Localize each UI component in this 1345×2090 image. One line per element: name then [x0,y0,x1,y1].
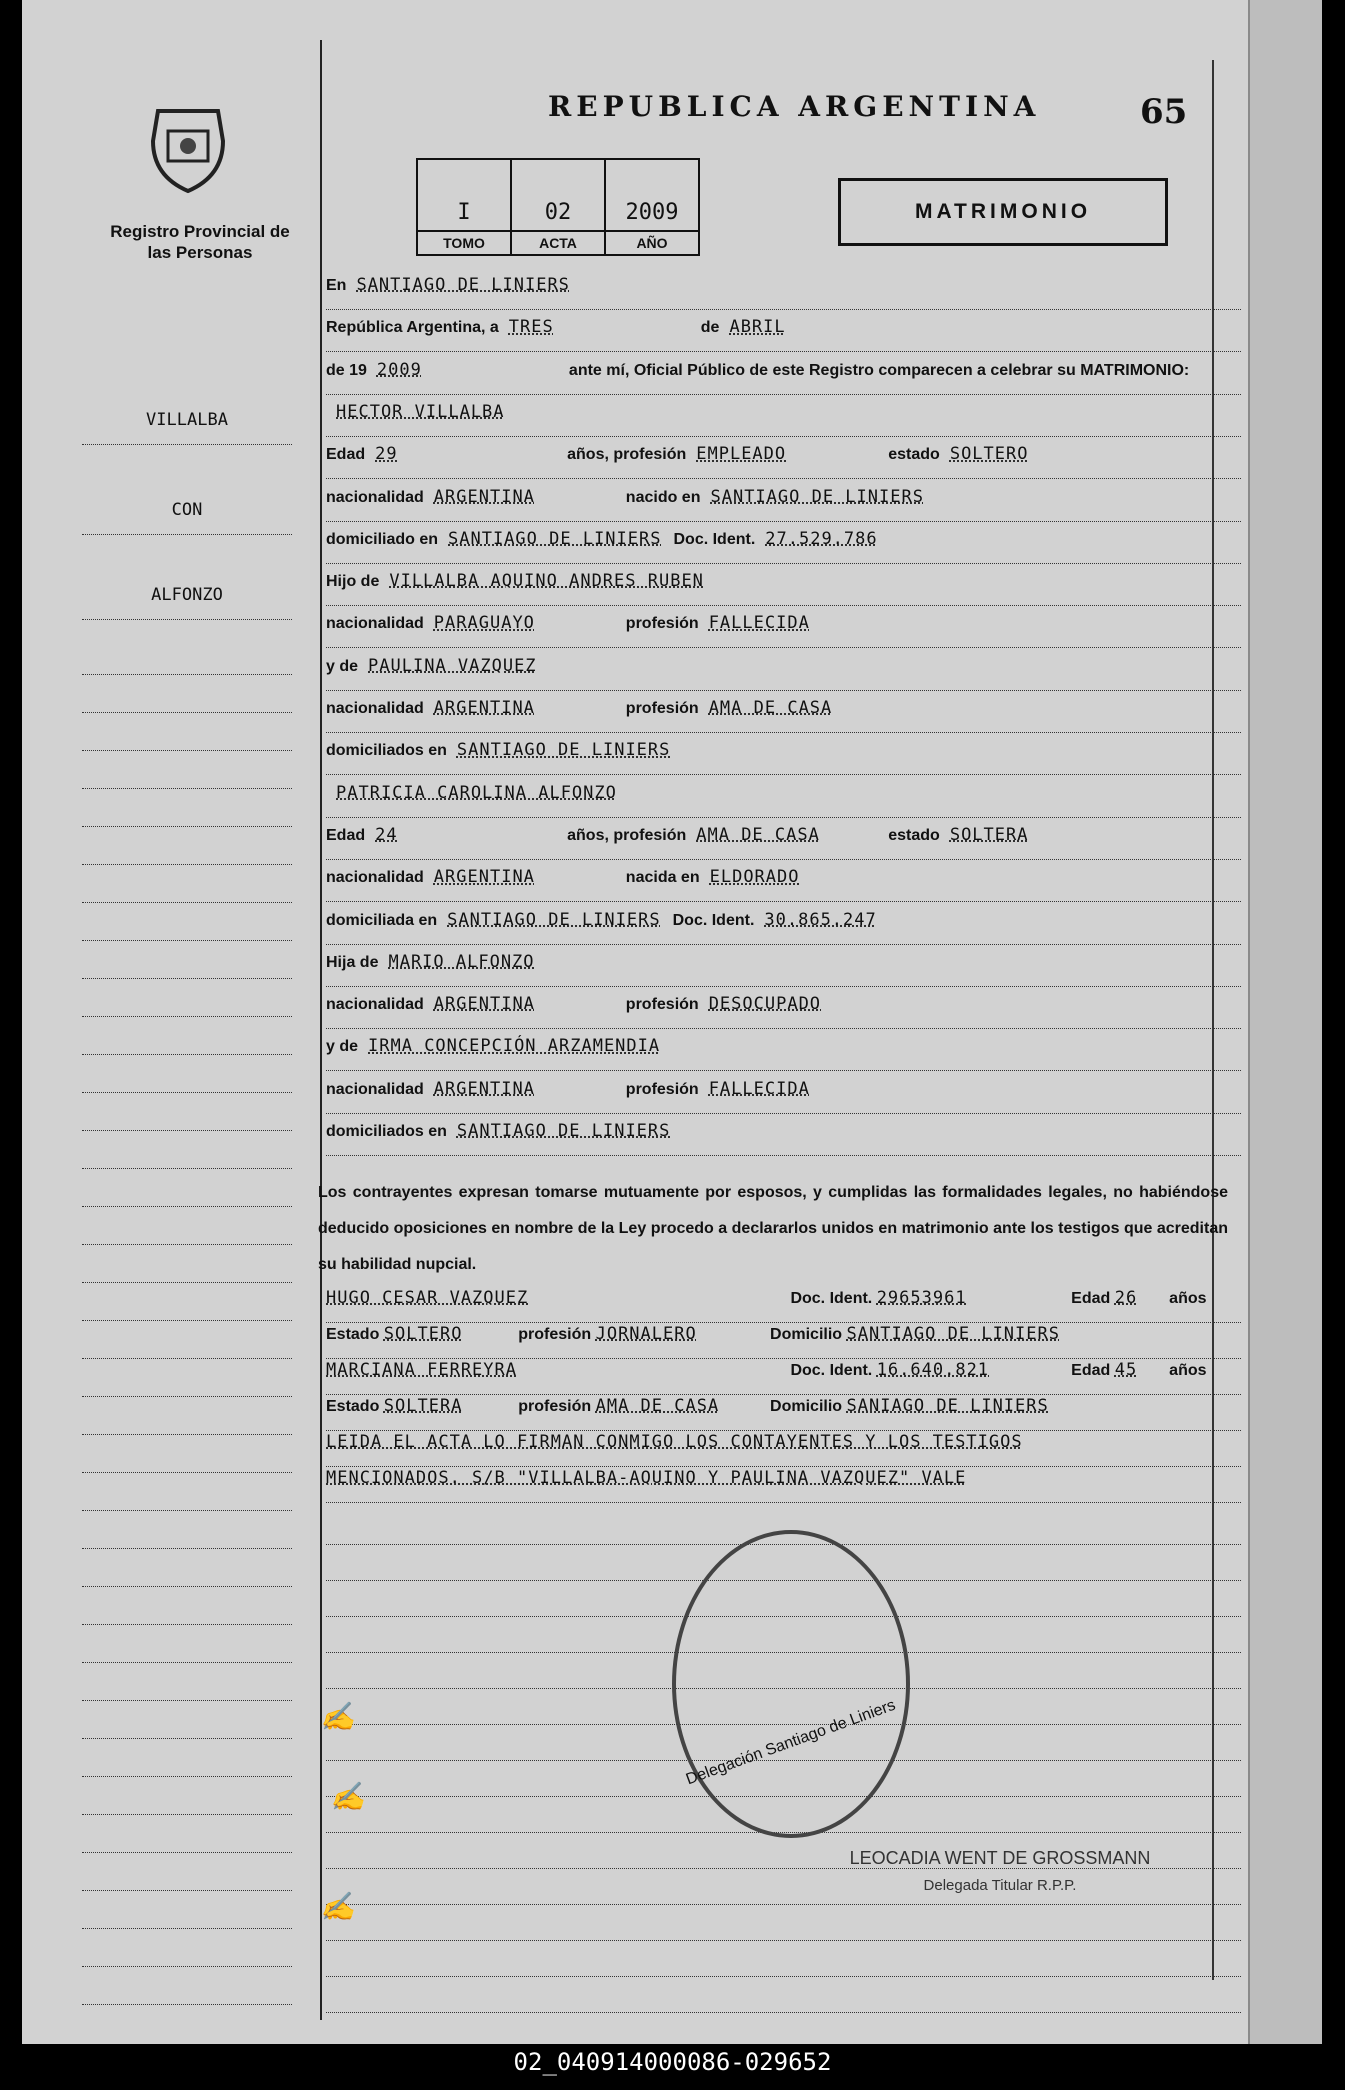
note-text: LEIDA EL ACTA LO FIRMAN CONMIGO LOS CONTAYENTES Y LOS TESTIGOS [326,1432,1023,1452]
estado-label: Estado [326,1398,380,1415]
registry-name: Registro Provincial de las Personas [110,222,290,262]
field-label: nacionalidad [326,615,424,633]
field-value: SANTIAGO DE LINIERS [356,275,570,295]
field-value: ABRIL [729,317,786,338]
form-line [326,656,1241,691]
margin-blank-line [82,944,292,979]
field-label: ante mí, Oficial Público de este Registro comparecen a celebrar su MATRIMONIO: [568,361,1190,379]
margin-blank-line [82,906,292,941]
form-line [326,1079,1241,1114]
edad-label: Edad [1071,1290,1111,1307]
signature: ✍ [330,1780,365,1813]
form-line [326,994,1241,1029]
field-value: SANTIAGO DE LINIERS [447,909,661,930]
witness-doc: 16.640.821 [876,1360,990,1380]
witness-age: 26 [1114,1288,1138,1308]
blank-line [326,1906,1241,1941]
margin-blank-line [82,1210,292,1245]
field-label: de 19 [326,361,367,379]
margin-blank-line [82,830,292,865]
act-type-box: MATRIMONIO [838,178,1168,246]
ano-value: 2009 [625,200,679,225]
witness-dom: SANIAGO DE LINIERS [846,1396,1049,1416]
margin-blank-line [82,1894,292,1929]
field-value: TRES [508,317,554,338]
margin-blank-line [82,1134,292,1169]
field-value: FALLECIDA [708,613,810,634]
note-line [326,1468,1241,1503]
book-edge [1248,0,1322,2044]
field-value: SANTIAGO DE LINIERS [448,528,662,549]
image-id: 02_040914000086-029652 [513,2048,832,2076]
tomo-label: TOMO [418,230,510,254]
field-label: profesión [625,996,699,1014]
note-text: MENCIONADOS. S/B "VILLALBA-AQUINO Y PAULINA VAZQUEZ" VALE [326,1468,967,1488]
blank-line [326,1978,1241,2013]
ano-label: AÑO [606,230,698,254]
field-label: años, profesión [567,826,687,844]
form-line [326,740,1241,775]
province-seal-icon [138,96,238,196]
field-value: PAULINA VAZQUEZ [368,655,537,676]
profesion-label: profesión [518,1398,592,1415]
margin-line: CON [82,500,292,535]
form-line [326,1121,1241,1156]
margin-blank-line [82,1552,292,1587]
field-value: ARGENTINA [433,698,535,718]
field-value: 24 [375,824,398,845]
margin-blank-line [82,678,292,713]
form-line [326,698,1241,733]
tomo-value: I [457,200,471,225]
form-line [326,275,1241,310]
form-line [326,1036,1241,1071]
margin-blank-line [82,1058,292,1093]
margin-blank-line [82,1666,292,1701]
field-label: domiciliados en [326,1123,447,1140]
form-line [326,529,1241,564]
margin-blank-line [82,1324,292,1359]
acta-label: ACTA [512,230,604,254]
field-value: FALLECIDA [708,1078,810,1099]
doc-label: Doc. Ident. [790,1290,873,1307]
page-number: 65 [1140,92,1188,132]
field-label: nacionalidad [326,869,424,887]
margin-blank-line [82,1248,292,1283]
field-value: 27.529.786 [765,528,878,549]
field-label: y de [326,657,359,675]
field-value: ARGENTINA [433,486,535,507]
field-label: República Argentina, a [326,319,499,337]
field-label: Doc. Ident. [672,911,755,929]
margin-line: ALFONZO [82,585,292,620]
margin-blank-line [82,1438,292,1473]
margin-blank-line [82,1400,292,1435]
field-value: PATRICIA CAROLINA ALFONZO [336,782,617,803]
margin-blank-line [82,1704,292,1739]
edad-label: Edad [1071,1362,1111,1379]
form-line [326,487,1241,522]
witness-estado: SOLTERO [383,1324,463,1344]
field-label: nacionalidad [326,488,424,506]
field-label: Doc. Ident. [673,530,756,548]
anos-label: años [1169,1290,1207,1307]
field-value: EMPLEADO [696,444,787,465]
domicilio-label: Domicilio [770,1398,843,1415]
official-stamp [672,1530,910,1838]
doc-label: Doc. Ident. [790,1362,873,1379]
field-value: DESOCUPADO [708,994,822,1015]
margin-blank-line [82,792,292,827]
form-line [326,317,1241,352]
field-value: 30.865.247 [764,909,877,930]
field-label: profesión [625,615,699,633]
field-value: SANTIAGO DE LINIERS [710,486,924,507]
blank-line [326,1942,1241,1977]
witness-row [326,1288,1241,1323]
field-value: 2009 [376,359,422,380]
official-name: LEOCADIA WENT DE GROSSMANN [849,1848,1151,1868]
field-value: HECTOR VILLALBA [336,401,505,422]
form-line [326,613,1241,648]
margin-blank-line [82,716,292,751]
margin-blank-line [82,1362,292,1397]
field-value: SANTIAGO DE LINIERS [456,1121,671,1141]
domicilio-label: Domicilio [770,1326,843,1343]
form-line [326,825,1241,860]
margin-blank-line [82,1818,292,1853]
margin-blank-line [82,1020,292,1055]
margin-blank-line [82,1590,292,1625]
field-label: de [700,319,720,337]
field-label: nacido en [625,488,701,506]
profesion-label: profesión [518,1326,592,1343]
official-signature [835,1848,1165,1894]
field-label: Edad [326,826,366,844]
witness-row [326,1360,1241,1395]
field-label: profesión [625,1080,699,1098]
field-label: domiciliada en [326,911,438,929]
form-line [326,360,1241,395]
margin-blank-line [82,754,292,789]
margin-blank-line [82,1172,292,1207]
witness-name: HUGO CESAR VAZQUEZ [326,1288,529,1308]
margin-blank-line [82,1286,292,1321]
field-value: IRMA CONCEPCIÓN ARZAMENDIA [368,1036,661,1057]
signature: ✍ [320,1890,355,1923]
field-label: estado [888,446,940,464]
field-value: SANTIAGO DE LINIERS [456,740,671,761]
witness-row [326,1396,1241,1431]
field-value: AMA DE CASA [696,824,820,845]
acta-value: 02 [544,200,572,225]
witness-dom: SANTIAGO DE LINIERS [846,1324,1060,1344]
field-value: MARIO ALFONZO [388,951,535,972]
field-value: 29 [375,444,398,465]
form-line [326,952,1241,987]
witness-name: MARCIANA FERREYRA [326,1360,517,1380]
margin-blank-line [82,982,292,1017]
margin-blank-line [82,1476,292,1511]
estado-label: Estado [326,1326,380,1343]
field-label: Hijo de [326,573,380,591]
field-value: VILLALBA AQUINO ANDRES RUBEN [389,571,704,592]
form-line [326,444,1241,479]
field-label: nacionalidad [326,700,424,717]
field-value: SOLTERO [949,444,1029,465]
witness-row [326,1324,1241,1359]
field-value: AMA DE CASA [708,698,833,718]
field-value: ARGENTINA [433,867,535,888]
anos-label: años [1169,1362,1207,1379]
margin-line: VILLALBA [82,410,292,445]
form-line [326,783,1241,818]
margin-blank-line [82,1742,292,1777]
witness-estado: SOLTERA [383,1396,463,1416]
field-label: nacida en [625,869,700,887]
country-title: REPUBLICA ARGENTINA [548,90,1041,123]
field-label: y de [326,1038,359,1056]
witness-prof: JORNALERO [595,1324,697,1344]
declaration-paragraph: Los contrayentes expresan tomarse mutuamente por esposos, y cumplidas las formalidades legales, no habiéndose deducido oposiciones en nombre de la Ley procedo a declararlos unidos en matrimonio ante los testigos que acreditan su habilidad nupcial. [318,1184,1228,1273]
field-label: domiciliado en [326,530,439,548]
witness-prof: AMA DE CASA [595,1396,720,1416]
field-value: ARGENTINA [433,994,535,1015]
form-line [326,910,1241,945]
field-label: En [326,277,347,294]
form-line [326,867,1241,902]
official-title: Delegada Titular R.P.P. [923,1877,1077,1894]
field-label: Hija de [326,953,379,971]
field-label: nacionalidad [326,1080,424,1098]
stamp-text: Delegación Santiago de Liniers [683,1696,898,1789]
margin-blank-line [82,1780,292,1815]
field-label: Edad [326,446,366,464]
margin-blank-line [82,1932,292,1967]
book-reference-table [416,158,700,256]
margin-blank-line [82,1856,292,1891]
witness-doc: 29653961 [876,1288,967,1308]
field-label: estado [888,826,940,844]
margin-blank-line [82,1628,292,1663]
margin-blank-line [82,868,292,903]
form-line [326,571,1241,606]
witness-age: 45 [1114,1360,1138,1380]
margin-blank-line [82,1514,292,1549]
field-label: años, profesión [567,446,687,464]
field-label: profesión [625,700,699,717]
field-value: PARAGUAYO [433,613,535,634]
field-label: domiciliados en [326,742,447,760]
signature: ✍ [320,1700,355,1733]
margin-blank-line [82,1096,292,1131]
field-value: ELDORADO [709,867,800,888]
field-value: ARGENTINA [433,1078,535,1099]
note-line [326,1432,1241,1467]
margin-blank-line [82,640,292,675]
field-value: SOLTERA [949,824,1029,845]
margin-blank-line [82,1970,292,2005]
field-label: nacionalidad [326,996,424,1014]
form-line [326,402,1241,437]
